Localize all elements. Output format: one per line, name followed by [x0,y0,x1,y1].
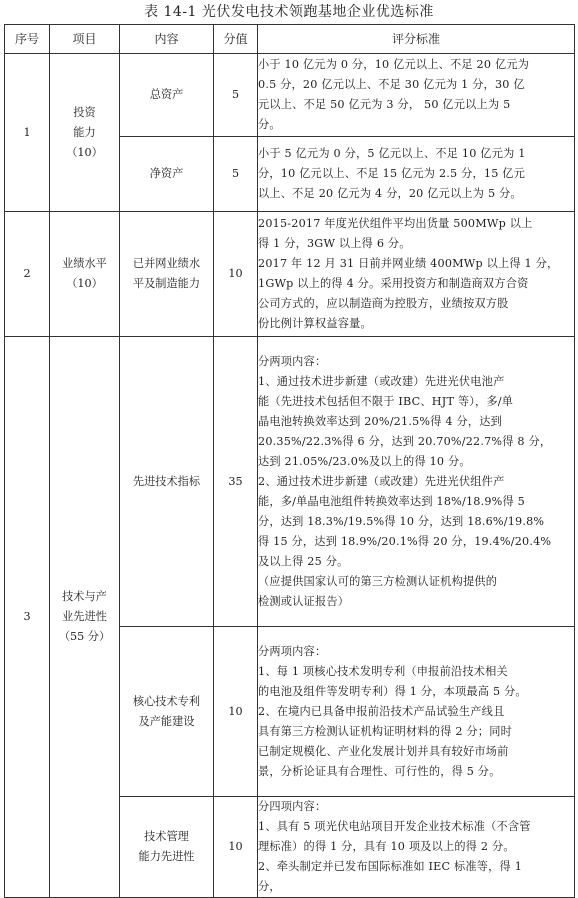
header-criteria: 评分标准 [258,25,575,54]
criteria-line: 及以上得 25 分。 [258,554,349,568]
criteria-line: 元以上、不足 50 亿元为 3 分， 50 亿元以上为 5 [258,98,511,111]
criteria-line: 2、牵头制定并已发布国际标准如 IEC 标准等，得 1 [258,860,523,873]
criteria-line: 具有第三方检测认证机构证明材料的得 2 分；同时 [258,724,512,738]
criteria-line: 分，达到 18.3%/19.5%得 10 分，达到 18.6%/19.8% [258,514,545,528]
content-cell [120,337,214,627]
criteria-line: 分， [258,880,281,893]
criteria-line: 20.35%/22.3%得 6 分，达到 20.70%/22.7%得 8 分， [258,434,552,448]
content-line: 及产能建设 [138,714,195,728]
criteria-line: 已制定规模化、产业化发展计划并具有较好市场前 [258,744,509,758]
criteria-line: 晶电池转换效率达到 20%/21.5%得 4 分，达到 [258,414,502,428]
criteria-line: 小于 5 亿元为 0 分，5 亿元以上、不足 10 亿元为 1 [258,147,526,160]
content-line: 净资产 [149,167,184,180]
criteria-line: 分。 [258,118,281,131]
criteria-line: 小于 10 亿元为 0 分，10 亿元以上、不足 20 亿元为 [258,58,530,71]
project-cell [50,212,120,337]
score-cell: 5 [214,137,258,212]
row-index: 2 [5,212,50,337]
criteria-line: 2017 年 12 月 31 日前并网业绩 400MWp 以上得 1 分， [258,257,559,270]
criteria-line: 得 15 分，达到 18.9%/20.1%得 20 分，19.4%/20.4% [258,534,552,548]
criteria-line: 检测或认证报告） [258,594,350,608]
criteria-cell [258,797,575,898]
table-row [5,337,575,627]
content-cell [120,137,214,212]
criteria-line: 2、在境内已具备申报前沿技术产品试验生产线且 [258,704,505,718]
criteria-cell [258,137,575,212]
project-line: 技术与产 [62,590,107,603]
content-cell [120,54,214,137]
project-line: 业绩水平 [62,257,107,270]
project-line: 投资 [73,105,96,119]
table-caption: 表 14-1 光伏发电技术领跑基地企业优选标准 [144,4,434,20]
project-line: 业先进性 [62,610,107,623]
header-content: 内容 [120,25,214,54]
criteria-line: 分两项内容： [258,644,327,658]
criteria-line: 以上、不足 20 亿元为 4 分，20 亿元以上为 5 分。 [258,187,522,200]
content-line: 总资产 [149,88,184,101]
score-cell: 10 [214,797,258,898]
score-cell: 5 [214,54,258,137]
row-index: 1 [5,54,50,212]
header-row [5,25,575,54]
content-cell [120,797,214,898]
score-cell: 10 [214,212,258,337]
criteria-line: 的电池及组件等发明专利）得 1 分，本项最高 5 分。 [258,684,527,698]
project-cell [50,54,120,212]
criteria-cell [258,337,575,627]
project-line: （10） [66,145,103,159]
row-index: 3 [5,337,50,898]
criteria-line: 1、通过技术进步新建（或改建）先进光伏电池产 [258,374,505,388]
criteria-line: 景，分析论证具有合理性、可行性的，得 5 分。 [258,764,501,778]
score-cell: 10 [214,627,258,797]
criteria-line: 得 1 分，3GW 以上得 6 分。 [258,237,411,250]
criteria-line: 公司方式的，应以制造商为控股方，业绩按双方股 [258,297,509,310]
project-line: 能力 [73,125,96,139]
content-cell [120,627,214,797]
content-line: 技术管理 [144,830,189,843]
header-score: 分值 [214,25,258,54]
criteria-line: 2015-2017 年度光伏组件平均出货量 500MWp 以上 [258,217,533,230]
content-line: 先进技术指标 [132,474,201,488]
criteria-line: 达到 21.05%/23.0%及以上的得 10 分。 [258,454,471,468]
table-row [5,212,575,337]
criteria-cell [258,627,575,797]
project-line: （10） [66,277,103,290]
criteria-line: 能（先进技术包括但不限于 IBC、HJT 等），多/单 [258,394,514,408]
criteria-line: 1、具有 5 项光伏电站项目开发企业技术标准（不含管 [258,820,531,833]
criteria-line: 分四项内容： [258,800,327,813]
score-cell: 35 [214,337,258,627]
project-line: （55 分） [58,630,111,643]
project-cell [50,337,120,898]
criteria-line: （应提供国家认可的第三方检测认证机构提供的 [258,574,498,588]
criteria-cell [258,54,575,137]
criteria-line: 0.5 分，20 亿元以上、不足 30 亿元为 1 分，30 亿 [258,78,525,91]
header-project: 项目 [50,25,120,54]
content-line: 已并网业绩水 [132,257,201,270]
criteria-line: 理标准）的得 1 分，具有 10 项及以上的得 2 分。 [258,840,515,853]
content-line: 能力先进性 [138,850,195,863]
table-row [5,54,575,137]
content-line: 平及制造能力 [132,277,201,290]
selection-criteria-table [4,24,575,898]
criteria-line: 能，多/单晶电池组件转换效率达到 18%/18.9%得 5 [258,494,525,508]
criteria-line: 1GWp 以上的得 4 分。采用投资方和制造商双方合资 [258,277,529,290]
criteria-line: 分，10 亿元以上、不足 15 亿元为 2.5 分，15 亿元 [258,167,526,180]
criteria-line: 份比例计算权益容量。 [258,317,372,330]
criteria-line: 1、每 1 项核心技术发明专利（申报前沿技术相关 [258,664,508,678]
criteria-line: 分两项内容： [258,354,327,368]
content-cell [120,212,214,337]
header-index: 序号 [5,25,50,54]
content-line: 核心技术专利 [132,694,201,708]
criteria-cell [258,212,575,337]
criteria-line: 2、通过技术进步新建（或改建）先进光伏组件产 [258,474,505,488]
